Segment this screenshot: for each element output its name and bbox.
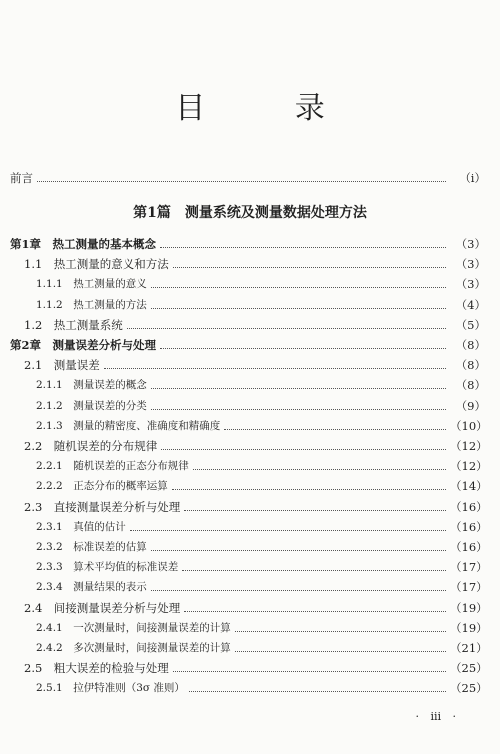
toc-entry[interactable] (0, 396, 500, 416)
toc-entry[interactable] (0, 557, 500, 577)
dot-leader (160, 246, 446, 248)
toc-label: 1.1.2 热工测量的方法 (36, 298, 147, 311)
toc-label: 前言 (10, 171, 33, 185)
toc-entry[interactable] (0, 315, 500, 335)
dot-leader (173, 266, 446, 268)
dot-leader (184, 509, 446, 511)
toc-page-number: （4） (455, 297, 486, 312)
dot-leader (173, 670, 446, 672)
toc-page-number: （3） (455, 277, 486, 292)
toc-entry[interactable] (0, 234, 500, 254)
toc-label: 1.1 热工测量的意义和方法 (24, 257, 169, 272)
toc-entry[interactable] (0, 658, 500, 678)
toc-page-number: （ⅰ） (459, 171, 486, 185)
toc-page-number: （16） (450, 499, 488, 514)
toc-label: 2.5.1 拉伊特准则（3σ 准则） (36, 682, 185, 695)
dot-leader (184, 610, 446, 612)
dot-leader (151, 387, 446, 389)
toc-page-number: （21） (450, 641, 488, 655)
dot-leader (172, 488, 446, 490)
dot-leader (130, 529, 446, 531)
toc-entry[interactable] (0, 517, 500, 537)
toc-entry[interactable] (0, 436, 500, 456)
toc-label: 2.1.2 测量误差的分类 (36, 399, 147, 412)
dot-leader (182, 569, 446, 571)
toc-entry[interactable] (0, 598, 500, 618)
toc-entry[interactable] (0, 416, 500, 436)
toc-entry[interactable] (0, 456, 500, 476)
toc-page-number: （17） (450, 560, 488, 575)
toc-page-number: （9） (455, 398, 486, 413)
dot-leader (151, 589, 446, 591)
dot-leader (193, 468, 446, 470)
toc-entry[interactable] (0, 274, 500, 294)
toc-label: 第2章 测量误差分析与处理 (10, 338, 157, 352)
toc-page-number: （19） (450, 600, 488, 615)
dot-leader (151, 549, 446, 551)
toc-page-number: （14） (450, 479, 488, 494)
dot-leader (160, 347, 446, 349)
toc-entry[interactable] (0, 497, 500, 517)
toc-entry[interactable] (0, 295, 500, 315)
toc-page-number: （17） (450, 580, 488, 595)
toc-page-number: （12） (450, 439, 488, 453)
toc-label: 2.2 随机误差的分布规律 (24, 439, 158, 453)
toc-label: 2.3.4 测量结果的表示 (36, 581, 147, 594)
toc-entry[interactable] (0, 577, 500, 597)
toc-label: 2.3.1 真值的估计 (36, 520, 126, 533)
toc-entry-preface[interactable] (0, 168, 500, 188)
toc-label: 2.1.3 测量的精密度、准确度和精确度 (36, 419, 221, 432)
toc-entry[interactable] (0, 678, 500, 698)
toc-label: 2.1.1 测量误差的概念 (36, 379, 147, 392)
toc-entry[interactable] (0, 638, 500, 658)
toc-entry[interactable] (0, 537, 500, 557)
toc-label: 2.1 测量误差 (24, 358, 100, 373)
toc-label: 2.4.2 多次测量时，间接测量误差的计算 (36, 642, 231, 654)
toc-page-number: （8） (455, 338, 486, 352)
toc-label: 2.4 间接测量误差分析与处理 (24, 600, 181, 615)
toc-page-number: （8） (455, 358, 486, 373)
toc-entry[interactable] (0, 618, 500, 638)
toc-label: 2.2.2 正态分布的概率运算 (36, 480, 168, 493)
dot-leader (235, 630, 446, 632)
toc-entry[interactable] (0, 476, 500, 496)
dot-leader (224, 428, 446, 430)
toc-label: 2.3.3 算术平均值的标准误差 (36, 561, 179, 574)
dot-leader (151, 408, 446, 410)
dot-leader (151, 307, 446, 309)
toc-page-number: （25） (450, 681, 488, 696)
toc-label: 第1章 热工测量的基本概念 (10, 237, 157, 251)
dot-leader (37, 180, 446, 182)
toc-page-number: （25） (450, 661, 488, 676)
toc-entry[interactable] (0, 254, 500, 274)
toc-page-number: （8） (455, 378, 486, 393)
page-title: 目 录 (175, 91, 365, 126)
toc-page-number: （3） (455, 257, 486, 272)
toc-entry[interactable] (0, 355, 500, 375)
dot-leader (189, 690, 446, 692)
part-heading: 第1篇 测量系统及测量数据处理方法 (133, 205, 367, 221)
toc-page-number: （16） (450, 519, 488, 534)
dot-leader (104, 367, 446, 369)
toc-page-number: （16） (450, 540, 488, 554)
toc-entry[interactable] (0, 335, 500, 355)
toc-label: 2.3 直接测量误差分析与处理 (24, 499, 181, 514)
toc-label: 1.1.1 热工测量的意义 (36, 278, 147, 291)
toc-label: 2.3.2 标准误差的估算 (36, 541, 147, 553)
toc-label: 1.2 热工测量系统 (24, 317, 123, 332)
toc-label: 2.4.1 一次测量时，间接测量误差的计算 (36, 621, 231, 634)
toc-page-number: （19） (450, 620, 488, 635)
toc-page-number: （12） (450, 459, 488, 474)
toc-page-number: （10） (450, 418, 488, 433)
toc-label: 2.5 粗大误差的检验与处理 (24, 661, 169, 676)
page-number-footer: · ⅲ · (415, 710, 460, 723)
dot-leader (127, 327, 446, 329)
toc-label: 2.2.1 随机误差的正态分布规律 (36, 460, 189, 473)
toc-entry[interactable] (0, 375, 500, 395)
toc-page-number: （3） (455, 237, 486, 251)
toc-page-number: （5） (455, 317, 486, 332)
dot-leader (235, 650, 446, 652)
dot-leader (161, 448, 446, 450)
dot-leader (151, 286, 446, 288)
